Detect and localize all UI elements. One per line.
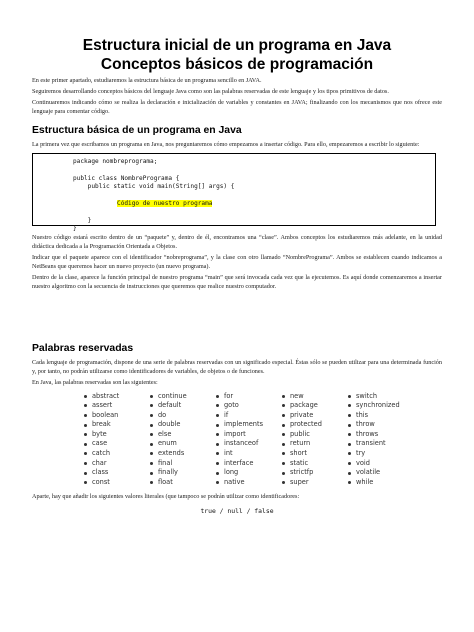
reserved-words-column: [216, 392, 282, 488]
reserved-word-item: [216, 449, 282, 459]
bullet-icon: [348, 472, 351, 475]
code-block: [32, 153, 436, 232]
reserved-word-item: [84, 449, 150, 459]
reserved-word-text: public: [290, 429, 310, 438]
reserved-word-item: [282, 401, 348, 411]
reserved-word-text: static: [290, 458, 309, 467]
bullet-icon: [216, 481, 219, 484]
reserved-word-item: [348, 420, 414, 430]
reserved-word-text: volatile: [356, 468, 381, 477]
reserved-word-item: [150, 411, 216, 421]
reserved-word-text: else: [158, 429, 172, 438]
reserved-word-text: void: [356, 458, 370, 467]
intro-paragraph-2: Seguiremos desarrollando conceptos básicos del lenguaje Java como son las palabras reservadas de este lenguaje y los tipos primitivos de datos.: [32, 88, 389, 96]
bullet-icon: [216, 472, 219, 475]
reserved-word-text: if: [224, 410, 229, 419]
structure-paragraph-3: Dentro de la clase, aparece la función principal de nuestro programa “main” que será invocada cada vez que la ejecutemos. Es aquí donde comenzaremos a insertar nuestro algoritmo con la secuencia de instrucciones que queremos que realice nuestro computador.: [32, 273, 442, 290]
bullet-icon: [150, 395, 153, 398]
reserved-word-text: strictfp: [290, 468, 314, 477]
reserved-word-text: for: [224, 391, 234, 400]
code-line-package: package nombreprograma;: [73, 157, 158, 165]
reserved-word-text: assert: [92, 401, 113, 410]
reserved-word-text: throw: [356, 420, 375, 429]
bullet-icon: [282, 404, 285, 407]
reserved-word-text: char: [92, 458, 107, 467]
reserved-word-text: boolean: [92, 410, 119, 419]
reserved-words-column: [348, 392, 414, 488]
reserved-word-text: class: [92, 468, 109, 477]
reserved-word-item: [84, 459, 150, 469]
bullet-icon: [348, 452, 351, 455]
bullet-icon: [282, 443, 285, 446]
reserved-word-text: private: [290, 410, 314, 419]
reserved-word-text: while: [356, 477, 374, 486]
reserved-word-text: extends: [158, 449, 185, 458]
bullet-icon: [84, 395, 87, 398]
reserved-word-text: break: [92, 420, 111, 429]
reserved-word-text: try: [356, 449, 366, 458]
reserved-word-text: case: [92, 439, 108, 448]
bullet-icon: [216, 424, 219, 427]
reserved-word-item: [282, 468, 348, 478]
bullet-icon: [84, 462, 87, 465]
reserved-word-text: catch: [92, 449, 111, 458]
bullet-icon: [84, 424, 87, 427]
reserved-word-text: do: [158, 410, 167, 419]
reserved-word-text: finally: [158, 468, 178, 477]
bullet-icon: [216, 452, 219, 455]
reserved-word-item: [282, 449, 348, 459]
reserved-word-item: [150, 468, 216, 478]
blank-space: [32, 294, 442, 335]
reserved-words-column: [282, 392, 348, 488]
bullet-icon: [282, 433, 285, 436]
bullet-icon: [150, 433, 153, 436]
structure-paragraph-1: Nuestro código estará escrito dentro de un “paquete” y, dentro de él, encontramos una “clase”. Ambos conceptos los estudiaremos más adelante, en la unidad didáctica dedicada a la Programación Orientada a Objetos.: [32, 233, 442, 250]
reserved-word-item: [348, 468, 414, 478]
reserved-word-text: synchronized: [356, 401, 400, 410]
reserved-word-item: [282, 459, 348, 469]
bullet-icon: [348, 424, 351, 427]
reserved-word-item: [348, 478, 414, 488]
bullet-icon: [84, 404, 87, 407]
bullet-icon: [216, 433, 219, 436]
title-line-1: Estructura inicial de un programa en Java: [82, 37, 392, 54]
reserved-word-text: long: [224, 468, 239, 477]
reserved-word-text: transient: [356, 439, 386, 448]
reserved-word-item: [348, 439, 414, 449]
bullet-icon: [150, 472, 153, 475]
bullet-icon: [84, 472, 87, 475]
reserved-list-intro: En Java, las palabras reservadas son las siguientes:: [32, 378, 158, 386]
reserved-word-item: [348, 449, 414, 459]
reserved-word-text: continue: [158, 391, 187, 400]
reserved-word-item: [216, 478, 282, 488]
bullet-icon: [216, 414, 219, 417]
bullet-icon: [282, 395, 285, 398]
reserved-word-text: default: [158, 401, 182, 410]
code-line-close-class: }: [73, 224, 77, 232]
reserved-word-item: [216, 392, 282, 402]
reserved-word-item: [216, 439, 282, 449]
code-line-main: public static void main(String[] args) {: [73, 182, 235, 190]
reserved-word-text: final: [158, 458, 173, 467]
reserved-word-item: [150, 459, 216, 469]
bullet-icon: [84, 443, 87, 446]
reserved-word-item: [150, 478, 216, 488]
reserved-words-column: [150, 392, 216, 488]
bullet-icon: [348, 481, 351, 484]
bullet-icon: [150, 404, 153, 407]
intro-paragraph-1: En este primer apartado, estudiaremos la estructura básica de un programa sencillo en JAVA.: [32, 77, 262, 84]
bullet-icon: [216, 404, 219, 407]
bullet-icon: [84, 414, 87, 417]
reserved-word-item: [216, 468, 282, 478]
reserved-word-text: enum: [158, 439, 177, 448]
reserved-word-text: int: [224, 449, 233, 458]
bullet-icon: [282, 481, 285, 484]
reserved-word-item: [150, 401, 216, 411]
reserved-word-item: [216, 459, 282, 469]
bullet-icon: [282, 414, 285, 417]
bullet-icon: [282, 424, 285, 427]
bullet-icon: [84, 433, 87, 436]
bullet-icon: [348, 414, 351, 417]
reserved-word-item: [216, 401, 282, 411]
reserved-word-item: [84, 468, 150, 478]
reserved-word-text: double: [158, 420, 181, 429]
bullet-icon: [282, 472, 285, 475]
code-line-class: public class NombrePrograma {: [73, 174, 180, 182]
reserved-words-table: [84, 392, 442, 488]
reserved-word-item: [84, 392, 150, 402]
reserved-word-item: [348, 459, 414, 469]
reserved-word-item: [150, 392, 216, 402]
reserved-word-text: goto: [224, 401, 239, 410]
bullet-icon: [282, 452, 285, 455]
reserved-word-item: [84, 420, 150, 430]
section-heading-structure: Estructura básica de un programa en Java: [32, 124, 242, 136]
bullet-icon: [150, 414, 153, 417]
bullet-icon: [150, 481, 153, 484]
reserved-lead-paragraph: Cada lenguaje de programación, dispone de una serie de palabras reservadas con un significado especial. Éstas sólo se pueden utilizar para una determinada función y, por tanto, no podrán utilizarse como identificadores de variables, de objetos o de funciones.: [32, 358, 442, 375]
reserved-word-text: const: [92, 477, 110, 486]
bullet-icon: [348, 443, 351, 446]
reserved-word-item: [282, 478, 348, 488]
bullet-icon: [84, 452, 87, 455]
structure-lead-paragraph: La primera vez que escribamos un programa en Java, nos preguntaremos cómo empezamos a insertar código. Para ello, empezaremos a escribir lo siguiente:: [32, 140, 420, 148]
title-line-2: Conceptos básicos de programación: [100, 56, 374, 73]
reserved-word-text: return: [290, 439, 311, 448]
reserved-word-item: [150, 420, 216, 430]
structure-paragraph-2: Indicar que el paquete aparece con el identificador “nobreprograma”, y la clase con otro llamado “NombrePrograma”. Ambos se establecen cuando indicamos a NetBeans que queremos hacer un nuevo proyecto (un nuevo programa).: [32, 253, 442, 270]
reserved-word-text: instanceof: [224, 439, 259, 448]
reserved-word-text: protected: [290, 420, 322, 429]
reserved-word-text: abstract: [92, 391, 120, 400]
bullet-icon: [348, 462, 351, 465]
reserved-word-item: [216, 411, 282, 421]
reserved-word-text: short: [290, 449, 307, 458]
bullet-icon: [216, 443, 219, 446]
reserved-word-item: [150, 449, 216, 459]
reserved-word-item: [150, 439, 216, 449]
literals-intro: Aparte, hay que añadir los siguientes valores literales (que tampoco se podrán utilizar como identificadores:: [32, 493, 300, 501]
reserved-word-text: float: [158, 477, 173, 486]
code-line-blank: [73, 208, 435, 216]
reserved-word-text: implements: [224, 420, 264, 429]
reserved-word-item: [84, 401, 150, 411]
reserved-word-item: [84, 478, 150, 488]
code-placeholder-highlight: Código de nuestro programa: [117, 199, 213, 207]
reserved-word-text: switch: [356, 391, 378, 400]
reserved-word-item: [348, 430, 414, 440]
reserved-word-item: [216, 420, 282, 430]
bullet-icon: [282, 462, 285, 465]
reserved-word-item: [84, 411, 150, 421]
reserved-word-item: [348, 411, 414, 421]
literal-values: true / null / false: [200, 507, 274, 516]
bullet-icon: [150, 443, 153, 446]
reserved-word-item: [282, 411, 348, 421]
reserved-word-item: [282, 392, 348, 402]
code-line-close-main: }: [73, 216, 92, 224]
reserved-word-item: [282, 430, 348, 440]
bullet-icon: [348, 395, 351, 398]
reserved-words-column: [84, 392, 150, 488]
bullet-icon: [150, 452, 153, 455]
reserved-word-text: interface: [224, 458, 254, 467]
reserved-word-text: native: [224, 477, 245, 486]
document-title: [32, 36, 442, 74]
section-heading-reserved-words: Palabras reservadas: [32, 342, 134, 354]
reserved-word-item: [282, 420, 348, 430]
code-line-placeholder: [73, 200, 435, 208]
reserved-word-item: [150, 430, 216, 440]
reserved-word-item: [348, 401, 414, 411]
bullet-icon: [348, 433, 351, 436]
bullet-icon: [216, 462, 219, 465]
reserved-word-text: super: [290, 477, 309, 486]
bullet-icon: [348, 404, 351, 407]
reserved-word-item: [348, 392, 414, 402]
bullet-icon: [84, 481, 87, 484]
reserved-word-item: [282, 439, 348, 449]
reserved-word-text: throws: [356, 429, 379, 438]
reserved-word-item: [216, 430, 282, 440]
reserved-word-text: byte: [92, 429, 107, 438]
reserved-word-text: import: [224, 429, 246, 438]
code-line-blank: [73, 166, 435, 174]
intro-paragraph-3: Continuaremos indicando cómo se realiza la declaración e inicialización de variables y constantes en JAVA; finalizando con los mecanismos que nos ofrece este lenguaje para comentar código.: [32, 99, 442, 116]
reserved-word-text: this: [356, 410, 369, 419]
bullet-icon: [150, 462, 153, 465]
reserved-word-text: package: [290, 401, 318, 410]
bullet-icon: [216, 395, 219, 398]
reserved-word-item: [84, 430, 150, 440]
code-line-blank: [73, 191, 435, 199]
bullet-icon: [150, 424, 153, 427]
reserved-word-text: new: [290, 391, 304, 400]
reserved-word-item: [84, 439, 150, 449]
